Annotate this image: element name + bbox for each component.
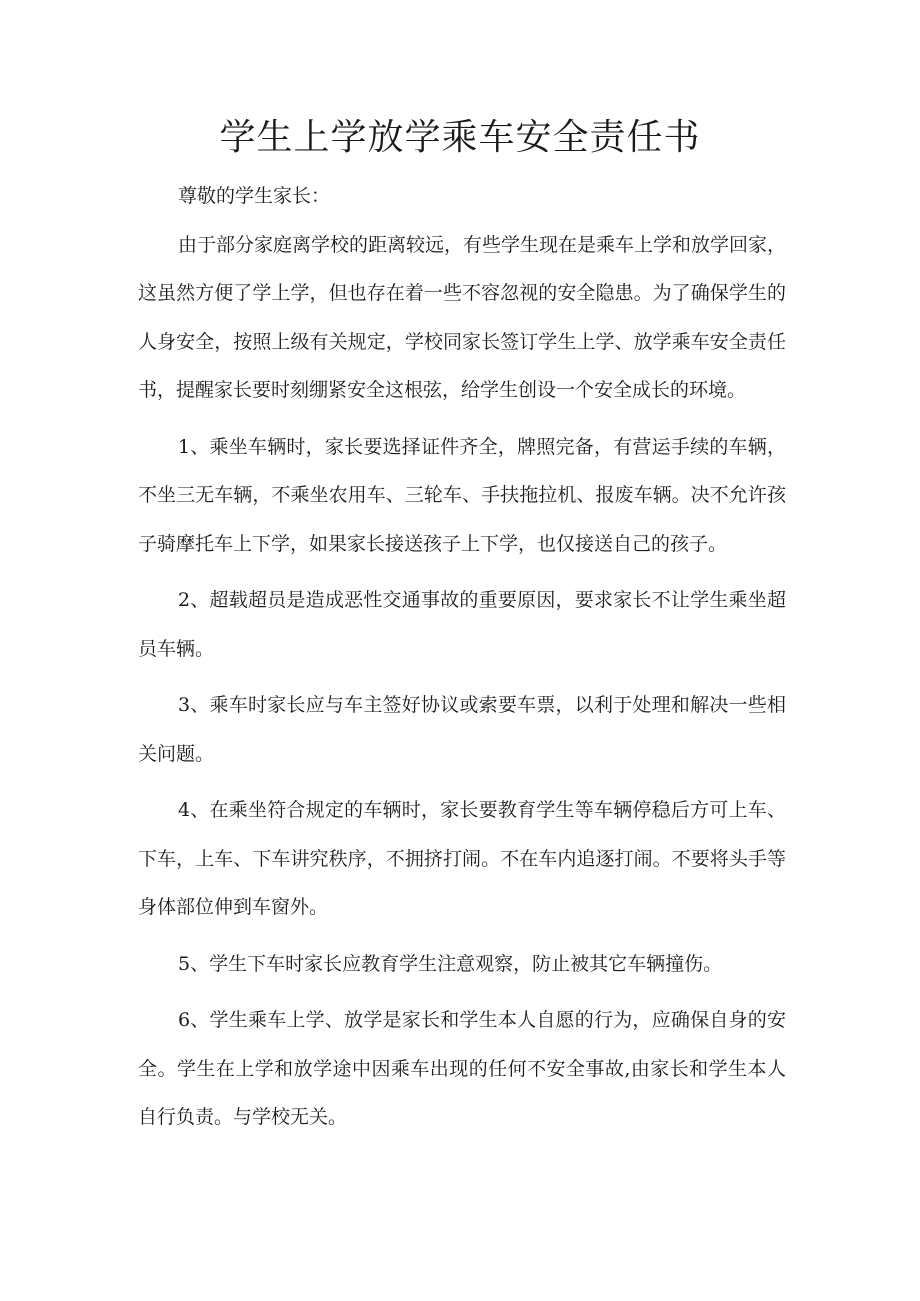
document-body: [138, 172, 786, 1142]
rule-item-3: 3、乘车时家长应与车主签好协议或索要车票，以利于处理和解决一些相关问题。: [138, 694, 786, 765]
intro-paragraph: 由于部分家庭离学校的距离较远，有些学生现在是乘车上学和放学回家，这虽然方便了学上学，但也存在着一些不容忽视的安全隐患。为了确保学生的人身安全，按照上级有关规定，学校同家长签订学生上学、放学乘车安全责任书，提醒家长要时刻绷紧安全这根弦，给学生创设一个安全成长的环境。: [138, 233, 787, 401]
rule-item-4: 4、在乘坐符合规定的车辆时，家长要教育学生等车辆停稳后方可上车、下车，上车、下车讲究秩序，不拥挤打闹。不在车内追逐打闹。不要将头手等身体部位伸到车窗外。: [138, 799, 786, 918]
rule-item-6: 6、学生乘车上学、放学是家长和学生本人自愿的行为，应确保自身的安全。学生在上学和放学途中因乘车出现的任何不安全事故,由家长和学生本人自行负责。与学校无关。: [138, 1009, 786, 1128]
rule-item-2: 2、超载超员是造成恶性交通事故的重要原因，要求家长不让学生乘坐超员车辆。: [138, 589, 786, 660]
document-title: 学生上学放学乘车安全责任书: [219, 117, 701, 158]
rule-item-1: 1、乘坐车辆时，家长要选择证件齐全，牌照完备，有营运手续的车辆，不坐三无车辆，不乘坐农用车、三轮车、手扶拖拉机、报废车辆。决不允许孩子骑摩托车上下学，如果家长接送孩子上下学，也仅接送自己的孩子。: [138, 435, 786, 555]
salutation: 尊敬的学生家长：: [178, 185, 331, 207]
rule-item-5: 5、学生下车时家长应教育学生注意观察，防止被其它车辆撞伤。: [178, 952, 723, 975]
